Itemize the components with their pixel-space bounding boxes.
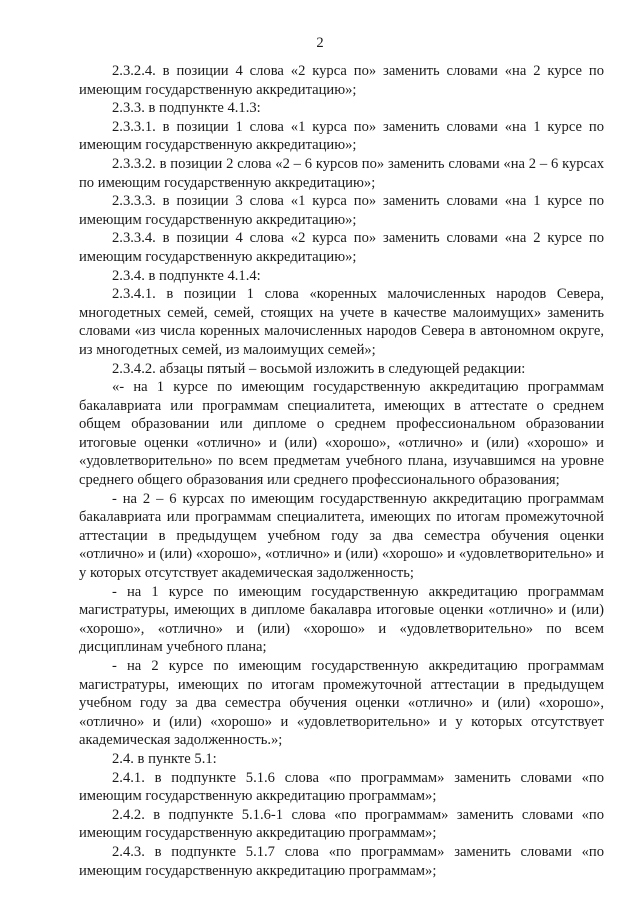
paragraph-2-4: 2.4. в пункте 5.1: [112,750,217,767]
paragraph-2-3-4-2: 2.3.4.2. абзацы пятый – восьмой изложить в следующей редакции: [112,360,526,377]
paragraph-2-3-3-3: 2.3.3.3. в позиции 3 слова «1 курса по» заменить словами «на 1 курсе по имеющим государственную аккредитацию»; [79,193,604,228]
paragraph-2-3-3-4: 2.3.3.4. в позиции 4 слова «2 курса по» заменить словами «на 2 курсе по имеющим государственную аккредитацию»; [79,230,604,265]
quoted-item-bachelor-year-1: «- на 1 курсе по имеющим государственную аккредитацию программам бакалавриата или программам специалитета, имеющих в аттестате о среднем общем образовании или дипломе о среднем профессиональном образовании итоговые оценки «отлично» и (или) «хорошо», «отлично» и (или) «хорошо» и «удовлетворительно» по всем предметам учебного плана, изучавшимся на уровне среднего общего образования или среднего профессионального образования; [79,379,604,489]
quoted-item-master-year-2: - на 2 курсе по имеющим государственную аккредитацию программам магистратуры, имеющих по итогам промежуточной аттестации в предыдущем учебном году за два семестра обучения оценки «отлично» и (или) «хорошо», «отлично» и (или) «хорошо» и «удовлетворительно» и у которых отсутствует академическая задолженность.»; [79,658,604,749]
paragraph-2-4-2: 2.4.2. в подпункте 5.1.6-1 слова «по программам» заменить словами «по имеющим государственную аккредитацию программам»; [79,806,604,842]
paragraph-2-3-3: 2.3.3. в подпункте 4.1.3: [112,100,261,117]
paragraph-2-3-3-1: 2.3.3.1. в позиции 1 слова «1 курса по» заменить словами «на 1 курсе по имеющим государственную аккредитацию»; [79,118,604,154]
paragraph-2-4-1: 2.4.1. в подпункте 5.1.6 слова «по программам» заменить словами «по имеющим государственную аккредитацию программам»; [79,769,604,805]
paragraph-2-4-3: 2.4.3. в подпункте 5.1.7 слова «по программам» заменить словами «по имеющим государственную аккредитацию программам»; [79,843,604,879]
paragraph-2-3-3-2: 2.3.3.2. в позиции 2 слова «2 – 6 курсов по» заменить словами «на 2 – 6 курсах по имеющим государственную аккредитацию»; [79,155,604,191]
paragraph-2-3-2-4: 2.3.2.4. в позиции 4 слова «2 курса по» заменить словами «на 2 курсе по имеющим государственную аккредитацию»; [79,63,604,98]
paragraph-2-3-4-1: 2.3.4.1. в позиции 1 слова «коренных малочисленных народов Севера, многодетных семей, семей, стоящих на учете в качестве малоимущих» заменить словами «из числа коренных малочисленных народов Севера в автономном округе, из многодетных семей, из малоимущих семей»; [79,286,604,358]
paragraph-2-3-4: 2.3.4. в подпункте 4.1.4: [112,267,261,284]
page-number: 2 [316,35,324,51]
quoted-item-master-year-1: - на 1 курсе по имеющим государственную аккредитацию программам магистратуры, имеющих в дипломе бакалавра итоговые оценки «отлично» и (или) «хорошо», «отлично» и (или) «хорошо» и «удовлетворительно» по всем дисциплинам учебного плана; [79,583,604,656]
quoted-item-bachelor-years-2-6: - на 2 – 6 курсах по имеющим государственную аккредитацию программам бакалавриата или программам специалитета, имеющих по итогам промежуточной аттестации в предыдущем учебном году за два семестра обучения оценки «отлично» и (или) «хорошо», «отлично» и (или) «хорошо» и «удовлетворительно» и у которых отсутствует академическая задолженность; [79,490,604,582]
document-body [79,62,604,880]
